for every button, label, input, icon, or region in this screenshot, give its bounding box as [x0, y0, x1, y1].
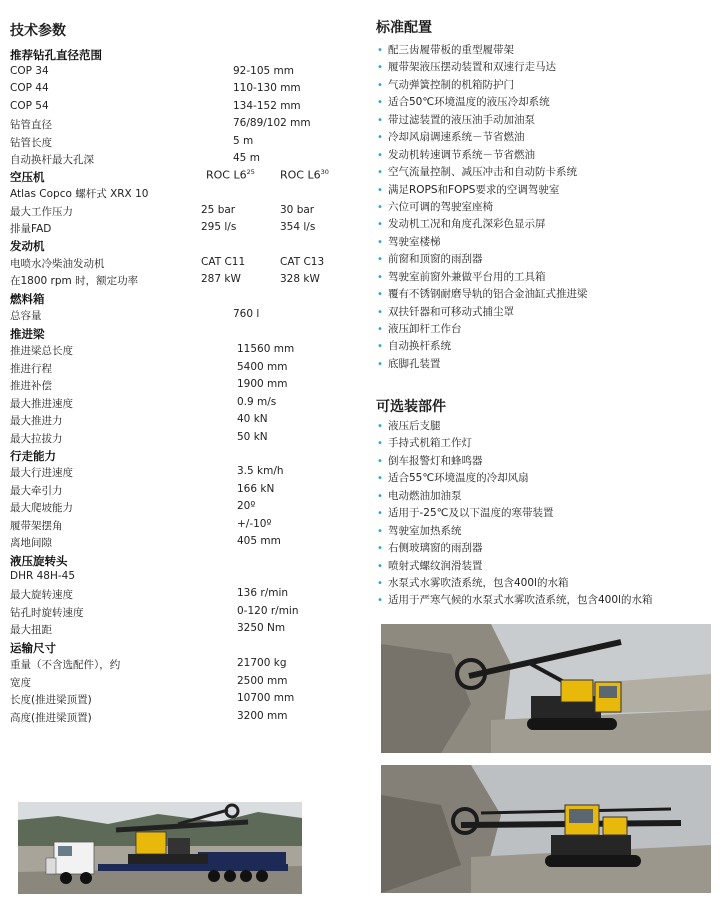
list-item: • 手持式机箱工作灯 [376, 435, 716, 452]
bullet-icon: • [377, 79, 383, 91]
spec-value: CAT C11 [201, 256, 246, 268]
list-item: • 驾驶室加热系统 [376, 523, 716, 540]
list-item: • 自动换杆系统 [376, 338, 716, 355]
list-item: • 气动弹簧控制的机箱防护门 [376, 77, 716, 94]
spec-value: 10700 mm [237, 692, 295, 704]
bullet-icon: • [377, 358, 383, 370]
spec-value: 3.5 km/h [237, 465, 284, 477]
spec-label: 总容量 [10, 310, 42, 322]
model-column-header: ROC $L6^{25}$ [206, 168, 255, 182]
section-heading: 运输尺寸 [10, 641, 56, 655]
spec-value: 45 m [233, 152, 260, 164]
spec-value: 0-120 r/min [237, 605, 299, 617]
spec-value: 50 kN [237, 431, 268, 443]
list-item: • 适用于-25℃及以下温度的寒带装置 [376, 505, 716, 522]
spec-value: 92-105 mm [233, 65, 294, 77]
drill-rig-illustration [381, 765, 711, 893]
list-item: • 前窗和顶窗的雨刮器 [376, 251, 716, 268]
spec-label: 在1800 rpm 时，额定功率 [10, 275, 139, 287]
list-item: • 适用于严寒气候的水泵式水雾吹渣系统，包含400l的水箱 [376, 592, 716, 609]
bullet-icon: • [377, 219, 383, 231]
spec-label: 宽度 [10, 677, 31, 689]
spec-label: COP 44 [10, 82, 49, 94]
spec-label: 最大爬坡能力 [10, 502, 73, 514]
list-item: • 发动机转速调节系统－节省燃油 [376, 147, 716, 164]
spec-label: 最大行进速度 [10, 467, 73, 479]
list-item: • 驾驶室前窗外兼做平台用的工具箱 [376, 269, 716, 286]
bullet-icon: • [377, 595, 383, 607]
list-item: • 喷射式螺纹润滑装置 [376, 558, 716, 575]
spec-label: 推进梁总长度 [10, 345, 73, 357]
section-heading: 液压旋转头 [10, 554, 68, 568]
drill-rig-illustration [381, 624, 711, 753]
spec-label: 最大扭距 [10, 624, 52, 636]
bullet-icon: • [377, 201, 383, 213]
spec-label: 最大拉拔力 [10, 433, 63, 445]
spec-value: 5400 mm [237, 361, 288, 373]
section-heading: 空压机 [10, 170, 45, 184]
spec-label: Atlas Copco 螺杆式 XRX 10 [10, 188, 149, 200]
spec-label: DHR 48H-45 [10, 570, 76, 582]
list-item: • 履带架液压摆动装置和双速行走马达 [376, 59, 716, 76]
bullet-icon: • [377, 525, 383, 537]
spec-value: 287 kW [201, 273, 241, 285]
bullet-icon: • [377, 306, 383, 318]
spec-label: COP 54 [10, 100, 49, 112]
bullet-icon: • [377, 132, 383, 144]
spec-value: 136 r/min [237, 587, 289, 599]
bullet-icon: • [377, 62, 383, 74]
list-item: • 双扶钎器和可移动式捕尘罩 [376, 304, 716, 321]
list-item: • 六位可调的驾驶室座椅 [376, 199, 716, 216]
list-item: • 倒车报警灯和蜂鸣器 [376, 453, 716, 470]
transport-truck-illustration [18, 802, 302, 894]
section-heading: 发动机 [10, 239, 45, 253]
spec-label: COP 34 [10, 65, 49, 77]
section-heading: 推荐钻孔直径范围 [10, 48, 102, 62]
optional-parts-title: 可选装部件 [376, 399, 446, 415]
bullet-icon: • [377, 324, 383, 335]
spec-label: 推进行程 [10, 363, 52, 375]
bullet-icon: • [377, 421, 383, 432]
spec-value: 110-130 mm [233, 82, 301, 94]
bullet-icon: • [377, 341, 383, 353]
spec-value: 2500 mm [237, 675, 288, 687]
spec-label: 钻管直径 [10, 119, 52, 131]
spec-label: 最大推进速度 [10, 398, 73, 410]
spec-label: 钻管长度 [10, 137, 52, 149]
spec-value-2: 328 kW [280, 273, 320, 285]
spec-value: 134-152 mm [233, 100, 301, 112]
spec-value: 405 mm [237, 535, 281, 547]
spec-label: 最大旋转速度 [10, 589, 73, 601]
spec-value: 25 bar [201, 204, 236, 216]
spec-value: 0.9 m/s [237, 396, 277, 408]
bullet-icon: • [377, 490, 383, 502]
spec-value: 1900 mm [237, 378, 288, 390]
standard-config-list [376, 42, 716, 373]
bullet-icon: • [377, 114, 383, 126]
list-item: • 带过滤装置的液压油手动加油泵 [376, 112, 716, 129]
bullet-icon: • [377, 560, 383, 572]
drill-rig-photo-1 [381, 624, 711, 753]
spec-label: 最大工作压力 [10, 206, 73, 218]
spec-value: 11560 mm [237, 343, 295, 355]
bullet-icon: • [377, 543, 383, 555]
bullet-icon: • [377, 236, 383, 248]
bullet-icon: • [377, 508, 383, 520]
spec-label: 长度(推进梁顶置) [10, 694, 92, 706]
bullet-icon: • [377, 45, 383, 56]
spec-value: 166 kN [237, 483, 275, 495]
standard-config-title: 标准配置 [376, 20, 432, 36]
spec-value-2: 30 bar [280, 204, 315, 216]
section-heading: 推进梁 [10, 327, 45, 341]
spec-value: +/-10º [237, 518, 272, 530]
spec-value-2: CAT C13 [280, 256, 325, 268]
bullet-icon: • [377, 577, 383, 589]
list-item: • 液压后支腿 [376, 418, 716, 435]
spec-value: 76/89/102 mm [233, 117, 311, 129]
spec-label: 排量FAD [10, 223, 52, 235]
transport-truck-photo [18, 802, 302, 894]
list-item: • 冷却风扇调速系统－节省燃油 [376, 129, 716, 146]
spec-label: 自动换杆最大孔深 [10, 154, 94, 166]
spec-value: 5 m [233, 135, 254, 147]
list-item: • 配三齿履带板的重型履带架 [376, 42, 716, 59]
optional-parts-list [376, 418, 716, 610]
spec-value: 3200 mm [237, 710, 288, 722]
spec-value-2: 354 l/s [280, 221, 316, 233]
model-column-header: ROC $L6^{30}$ [280, 168, 329, 182]
drill-rig-photo-2 [381, 765, 711, 893]
list-item: • 空气流量控制、减压冲击和自动防卡系统 [376, 164, 716, 181]
section-heading: 行走能力 [10, 449, 56, 463]
bullet-icon: • [377, 167, 383, 179]
spec-value: 3250 Nm [237, 622, 286, 634]
list-item: • 满足ROPS和FOPS要求的空调驾驶室 [376, 182, 716, 199]
spec-label: 重量（不含选配件），约 [10, 659, 121, 671]
list-item: • 右侧玻璃窗的雨刮器 [376, 540, 716, 557]
bullet-icon: • [377, 455, 383, 467]
spec-label: 高度(推进梁顶置) [10, 712, 92, 724]
spec-label: 电喷水冷柴油发动机 [10, 258, 105, 270]
list-item: • 电动燃油加油泵 [376, 488, 716, 505]
spec-value: 40 kN [237, 413, 268, 425]
bullet-icon: • [377, 473, 383, 485]
spec-label: 履带架摆角 [10, 520, 63, 532]
spec-value: 20º [237, 500, 256, 512]
section-heading: 燃料箱 [10, 292, 45, 306]
bullet-icon: • [377, 438, 383, 450]
list-item: • 驾驶室楼梯 [376, 234, 716, 251]
list-item: • 液压卸杆工作台 [376, 321, 716, 338]
spec-label: 钻孔时旋转速度 [10, 607, 84, 619]
bullet-icon: • [377, 254, 383, 266]
spec-label: 最大推进力 [10, 415, 63, 427]
specs-title: 技术参数 [10, 23, 66, 39]
list-item: • 覆有不锈钢耐磨导轨的铝合金油缸式推进梁 [376, 286, 716, 303]
spec-label: 推进补偿 [10, 380, 52, 392]
list-item: • 发动机工况和角度孔深彩色显示屏 [376, 216, 716, 233]
spec-value: 760 l [233, 308, 260, 320]
bullet-icon: • [377, 149, 383, 161]
bullet-icon: • [377, 271, 383, 283]
list-item: • 适合50℃环境温度的液压冷却系统 [376, 94, 716, 111]
list-item: • 水泵式水雾吹渣系统，包含400l的水箱 [376, 575, 716, 592]
list-item: • 适合55℃环境温度的冷却风扇 [376, 470, 716, 487]
list-item: • 底脚孔装置 [376, 356, 716, 373]
bullet-icon: • [377, 184, 383, 196]
spec-label: 离地间隙 [10, 537, 52, 549]
spec-value: 295 l/s [201, 221, 237, 233]
bullet-icon: • [377, 97, 383, 109]
spec-label: 最大牵引力 [10, 485, 63, 497]
spec-value: 21700 kg [237, 657, 287, 669]
bullet-icon: • [377, 289, 383, 301]
